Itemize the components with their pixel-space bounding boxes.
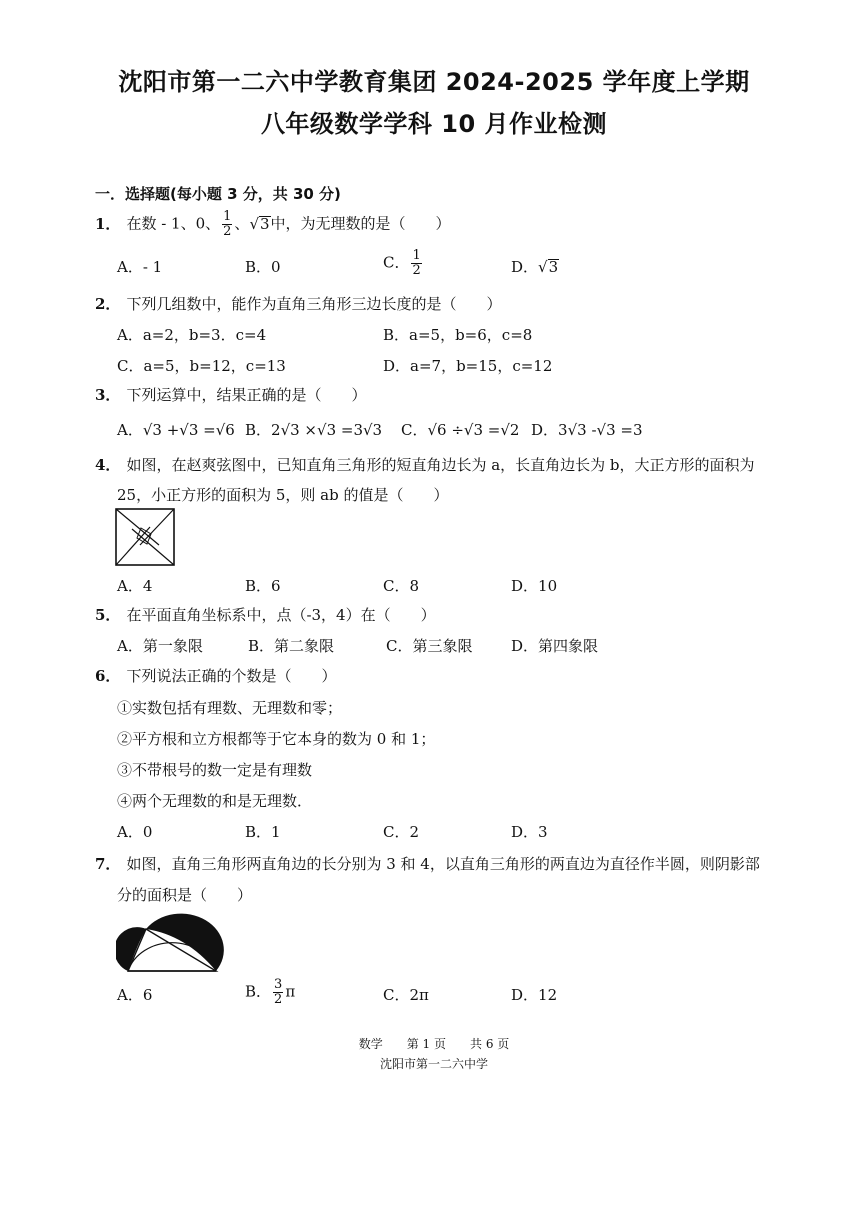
question-number: 1． <box>95 214 121 233</box>
question-stem-part: 在数 - 1、0、 <box>126 214 221 233</box>
fraction <box>222 210 232 239</box>
option-label: B． <box>245 982 272 1001</box>
option-a: A．6 <box>117 986 153 1004</box>
option-b: B．0 <box>245 258 281 276</box>
fraction-numerator: 3 <box>274 977 283 992</box>
statement-1: ①实数包括有理数、无理数和零； <box>117 699 343 717</box>
option-c <box>383 249 424 278</box>
option-a: A．0 <box>117 823 153 841</box>
question-2 <box>95 293 501 314</box>
fraction <box>411 249 421 278</box>
question-number: 2． <box>95 295 121 313</box>
option-d: D．3√3 -√3 =3 <box>531 421 643 439</box>
option-a: A．- 1 <box>117 258 163 276</box>
sqrt-expression <box>249 215 270 233</box>
option-b: B．6 <box>245 577 281 595</box>
option-b: B．第二象限 <box>248 637 335 655</box>
fraction-denominator: 2 <box>274 992 283 1007</box>
page-footer-school: 沈阳市第一二六中学 <box>379 1057 488 1071</box>
question-1 <box>95 210 451 239</box>
pi-symbol: π <box>285 982 296 1001</box>
option-label: C． <box>383 253 410 272</box>
question-6 <box>95 665 336 686</box>
question-number: 4． <box>95 456 121 474</box>
statement-3: ③不带根号的数一定是有理数 <box>117 761 313 779</box>
option-d: D．3 <box>511 823 548 841</box>
question-stem: 如图，在赵爽弦图中，已知直角三角形的短直角边长为 a，长直角边长为 b，大正方形的面积为 <box>126 456 755 474</box>
question-stem: 下列说法正确的个数是（ ） <box>126 667 337 685</box>
option-c: C．8 <box>383 577 420 595</box>
option-b <box>245 978 295 1007</box>
option-c: C．2 <box>383 823 420 841</box>
option-a: A．√3 +√3 =√6 <box>117 421 235 439</box>
sqrt-symbol: √ <box>538 258 548 276</box>
option-a: A．4 <box>117 577 153 595</box>
option-a: A．第一象限 <box>117 637 203 655</box>
option-d: D．a=7，b=15，c=12 <box>383 357 553 375</box>
option-label: D． <box>511 258 539 276</box>
option-c: C．第三象限 <box>386 637 473 655</box>
option-c: C．a=5，b=12，c=13 <box>117 357 286 375</box>
fraction <box>273 978 283 1007</box>
option-a: A．a=2，b=3．c=4 <box>117 326 267 344</box>
option-c: C．√6 ÷√3 =√2 <box>401 421 520 439</box>
option-c: C．2π <box>383 986 429 1004</box>
sqrt-radicand: 3 <box>548 258 559 276</box>
zhao-shuang-figure <box>114 507 178 569</box>
sqrt-radicand: 3 <box>260 214 270 233</box>
question-stem-part: 、 <box>234 214 250 233</box>
page-subtitle: 八年级数学学科 10 月作业检测 <box>260 110 608 138</box>
question-5 <box>95 604 436 625</box>
fraction-numerator: 1 <box>412 248 421 263</box>
sqrt-expression <box>538 258 559 276</box>
fraction-denominator: 2 <box>412 263 421 278</box>
option-d: D．10 <box>511 577 558 595</box>
fraction-numerator: 1 <box>223 209 232 224</box>
option-b: B．a=5，b=6，c=8 <box>383 326 533 344</box>
question-stem-part: 中，为无理数的是（ ） <box>270 214 451 233</box>
question-number: 3． <box>95 386 121 404</box>
question-7 <box>95 853 760 874</box>
fraction-denominator: 2 <box>223 224 232 239</box>
semicircle-figure <box>116 907 224 975</box>
question-stem: 如图，直角三角形两直角边的长分别为 3 和 4，以直角三角形的两直边为直径作半圆，则阴影部 <box>126 855 760 873</box>
page-footer-info: 数学 第 1 页 共 6 页 <box>358 1037 510 1051</box>
question-stem: 下列几组数中，能作为直角三角形三边长度的是（ ） <box>126 295 502 313</box>
question-stem-continued: 25，小正方形的面积为 5，则 ab 的值是（ ） <box>117 486 449 504</box>
statement-2: ②平方根和立方根都等于它本身的数为 0 和 1； <box>117 730 436 748</box>
option-d: D．12 <box>511 986 558 1004</box>
option-d: D．第四象限 <box>511 637 599 655</box>
question-number: 5． <box>95 606 121 624</box>
statement-4: ④两个无理数的和是无理数． <box>117 792 313 810</box>
question-4 <box>95 454 755 475</box>
question-number: 6． <box>95 667 121 685</box>
question-stem-continued: 分的面积是（ ） <box>117 886 253 904</box>
option-b: B．2√3 ×√3 =3√3 <box>245 421 383 439</box>
option-d <box>511 256 559 277</box>
sqrt-symbol: √ <box>249 214 259 233</box>
question-stem: 在平面直角坐标系中，点（-3，4）在（ ） <box>126 606 436 624</box>
question-3 <box>95 384 366 405</box>
question-number: 7． <box>95 855 121 873</box>
option-b: B．1 <box>245 823 281 841</box>
section-heading: 一．选择题(每小题 3 分，共 30 分) <box>95 185 341 203</box>
page-title: 沈阳市第一二六中学教育集团 2024-2025 学年度上学期 <box>118 68 750 96</box>
question-stem: 下列运算中，结果正确的是（ ） <box>126 386 367 404</box>
